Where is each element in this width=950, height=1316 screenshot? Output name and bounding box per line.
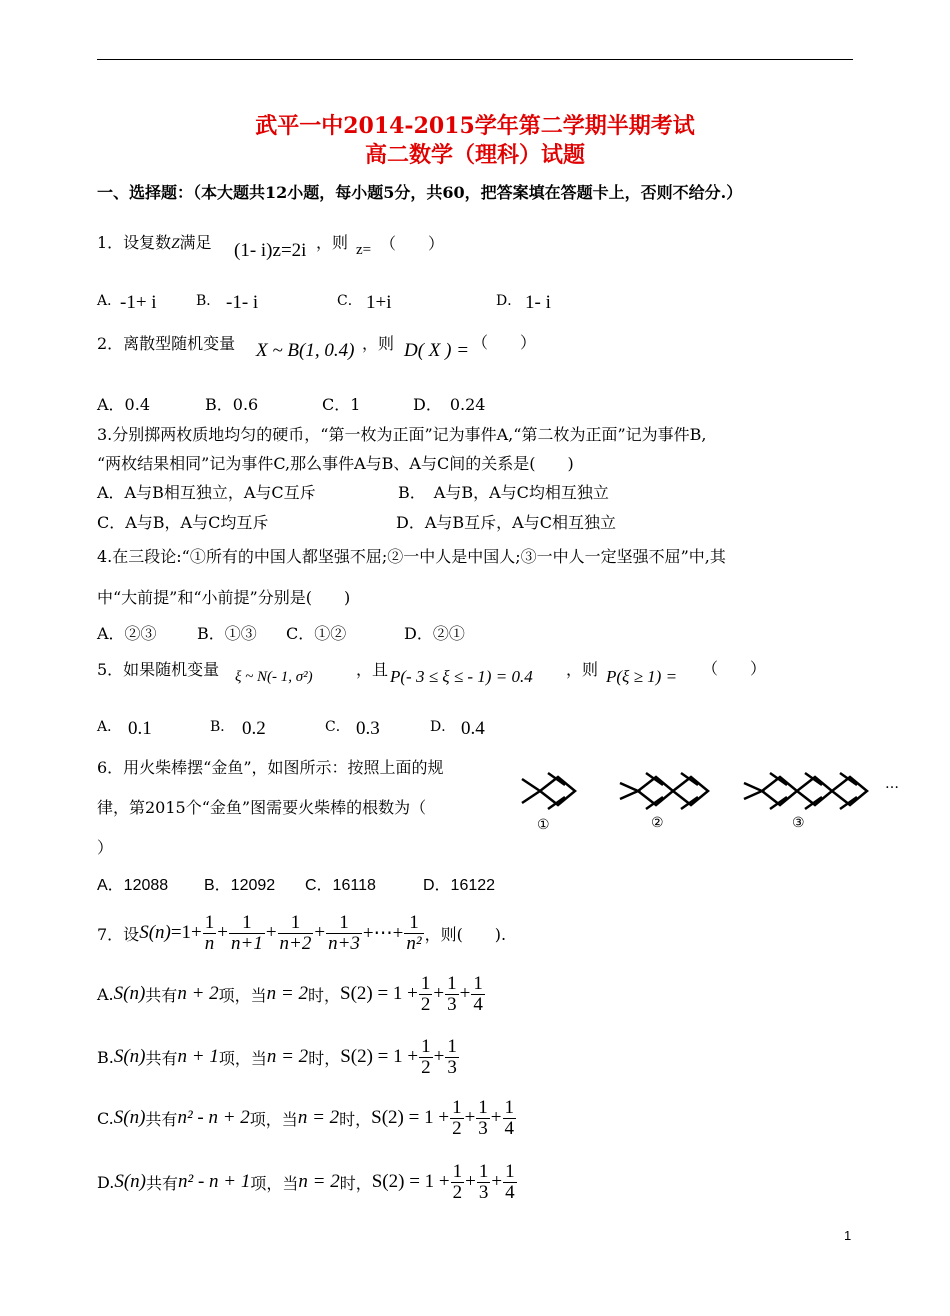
- q4-line-1: 4.在三段论:“①所有的中国人都坚强不屈;②一中人是中国人;③一中人一定坚强不屈”中,其: [97, 547, 726, 566]
- q7-option-count: n + 2: [177, 983, 219, 1004]
- q7-option-cond: n = 2: [266, 983, 308, 1004]
- q7-option-sn: S(n): [113, 1046, 146, 1067]
- q7-term-last: $\frac{1}{\text{n²}}$: [406, 911, 422, 954]
- q3-option-c: C．A与B，A与C均互斥: [97, 513, 269, 532]
- q2-paren: （ ）: [472, 333, 537, 352]
- q3-option-b: B． A与B，A与C均相互独立: [398, 483, 609, 502]
- q1-stem-c: ，则: [316, 233, 349, 252]
- q7-option-when: 时，: [339, 1109, 372, 1129]
- fig-label-1: ①: [537, 817, 550, 833]
- q7-option-tail: 项，当: [249, 1109, 298, 1129]
- q7-option-when: 时，: [307, 985, 340, 1005]
- q5-cond: P(- 3 ≤ ξ ≤ - 1) = 0.4: [390, 667, 533, 686]
- q4-line-2: 中“大前提”和“小前提”分别是( ): [97, 588, 351, 607]
- q5-paren: （ ）: [702, 659, 767, 678]
- q7-plus: +: [464, 1107, 476, 1128]
- q7-option-frac: $\frac{1}{2}$: [420, 972, 431, 1015]
- q6-line-3: ）: [97, 838, 114, 857]
- q1-condition: (1- i)z=2i: [234, 240, 307, 261]
- q4-option-b: B．①③: [197, 624, 257, 643]
- exam-subtitle: 高二数学（理科）试题: [364, 142, 585, 168]
- q3-line-1: 3.分别掷两枚质地均匀的硬币，“第一枚为正面”记为事件A,“第二枚为正面”记为事件B,: [97, 425, 707, 444]
- fig-label-3: ③: [792, 815, 805, 831]
- q3-option-a: A．A与B相互独立，A与C互斥: [97, 483, 316, 502]
- question-7: [97, 905, 506, 961]
- q7-plus: +: [459, 983, 471, 1004]
- q4-option-a: A．②③: [97, 624, 157, 643]
- q7-option-frac: $\frac{1}{4}$: [504, 1096, 514, 1139]
- q5-option-b: 0.2: [242, 718, 266, 739]
- q7-option-frac: $\frac{1}{4}$: [473, 972, 483, 1015]
- q7-option-a-label: A.: [97, 984, 114, 1004]
- q7-option-a: [97, 967, 486, 1021]
- q7-option-d-label: D.: [97, 1172, 115, 1192]
- q7-option-tail: 项，当: [218, 985, 267, 1005]
- q6-line-2: 律，第2015个“金鱼”图需要火柴棒的根数为（: [97, 798, 427, 817]
- q7-plus: +: [433, 983, 445, 1004]
- q7-term-1: $\frac{1}{n}$: [204, 911, 215, 954]
- q7-option-d: [97, 1155, 518, 1209]
- q4-option-c: C．①②: [286, 624, 347, 643]
- section-heading: 一、选择题：（本大题共12小题，每小题5分，共60，把答案填在答题卡上，否则不给分.）: [97, 183, 743, 202]
- q7-option-frac: $\frac{1}{3}$: [447, 1035, 457, 1078]
- q7-option-frac: $\frac{1}{2}$: [452, 1160, 463, 1203]
- q3-line-2: “两枚结果相同”记为事件C,那么事件A与B、A与C间的关系是( ): [97, 454, 574, 473]
- exam-title: 武平一中2014-2015学年第二学期半期考试: [255, 113, 695, 139]
- q7-option-frac: $\frac{1}{3}$: [478, 1096, 488, 1139]
- q2-stem-b: ，则: [362, 334, 395, 353]
- q7-option-cond: n = 2: [297, 1107, 340, 1128]
- q7-option-c: [97, 1091, 517, 1145]
- q7-option-has: 共有: [146, 1173, 179, 1193]
- q7-option-frac: $\frac{1}{2}$: [452, 1096, 462, 1139]
- q1-ask: z=: [356, 242, 372, 258]
- fig-label-2: ②: [651, 815, 664, 831]
- q7-option-b-label: B.: [97, 1047, 114, 1067]
- q7-option-when: 时，: [308, 1048, 341, 1068]
- q7-option-b: [97, 1030, 460, 1084]
- q7-option-count: n + 1: [177, 1046, 219, 1067]
- q7-option-count: n² - n + 2: [177, 1107, 250, 1128]
- q7-option-sn: S(n): [114, 1171, 146, 1192]
- q1-option-d-label: D．: [496, 293, 522, 309]
- q7-option-frac: $\frac{1}{3}$: [478, 1160, 489, 1203]
- goldfish-figure: [518, 765, 898, 835]
- q5-ask: P(ξ ≥ 1) =: [606, 667, 678, 686]
- q7-term-4: $\frac{1}{n+3}$: [328, 911, 360, 954]
- q5-stem: 5．如果随机变量: [97, 660, 220, 679]
- q2-ask: D( X ) =: [404, 340, 470, 361]
- q2-option-c: C．1: [322, 395, 361, 414]
- q5-option-c-label: C．: [325, 719, 350, 735]
- q7-option-frac: $\frac{1}{3}$: [447, 972, 457, 1015]
- q7-option-c-label: C.: [97, 1108, 114, 1128]
- goldfish-2: [620, 773, 708, 809]
- q6-line-1: 6．用火柴棒摆“金鱼”，如图所示：按照上面的规: [97, 758, 444, 777]
- q7-dots: +⋯+: [362, 922, 404, 944]
- q5-stem-b: ，且: [356, 660, 389, 679]
- q7-option-s2: S(2) = 1 +: [340, 983, 418, 1004]
- q1-option-b: -1- i: [226, 292, 259, 313]
- goldfish-3: [744, 773, 867, 809]
- q7-option-count: n² - n + 1: [178, 1171, 251, 1192]
- goldfish-1: [522, 773, 575, 809]
- q5-stem-c: ，则: [566, 660, 599, 679]
- q5-option-c: 0.3: [356, 718, 380, 739]
- question-1: [97, 230, 212, 253]
- fig-ellipsis: …: [885, 776, 899, 792]
- q2-option-d: D． 0.24: [413, 395, 486, 414]
- q7-term-3: $\frac{1}{n+2}$: [279, 911, 312, 954]
- q2-dist: X ~ B(1, 0.4): [256, 340, 355, 361]
- q7-plus: +: [490, 1107, 502, 1128]
- q2-option-b: B．0.6: [205, 395, 259, 414]
- q7-sn: S(n): [139, 922, 171, 943]
- q7-option-has: 共有: [145, 1109, 178, 1129]
- q5-option-d-label: D．: [430, 719, 456, 735]
- q1-option-b-label: B．: [196, 293, 221, 309]
- q1-option-c-label: C．: [337, 293, 362, 309]
- q7-option-frac: $\frac{1}{4}$: [505, 1160, 515, 1203]
- q1-var: Z: [171, 236, 180, 252]
- q1-option-d: 1- i: [525, 292, 551, 313]
- q7-plus: +: [217, 922, 228, 943]
- q7-option-s2: S(2) = 1 +: [340, 1046, 419, 1067]
- q4-option-d: D．②①: [404, 624, 465, 643]
- q7-option-tail: 项，当: [218, 1048, 267, 1068]
- q1-option-c: 1+i: [366, 292, 392, 313]
- q7-plus: +: [265, 922, 277, 943]
- q1-option-a: -1+ i: [120, 292, 157, 313]
- header-rule: [97, 59, 853, 60]
- q7-option-frac: $\frac{1}{2}$: [421, 1035, 431, 1078]
- q5-option-b-label: B．: [210, 719, 235, 735]
- q6-option-a: A．12088: [97, 877, 169, 894]
- q7-option-cond: n = 2: [298, 1171, 340, 1192]
- q6-option-c: C．16118: [305, 877, 376, 894]
- page-number: 1: [844, 1228, 852, 1243]
- q7-option-s2: S(2) = 1 +: [371, 1107, 450, 1128]
- q7-stem: 7．设: [97, 924, 140, 944]
- q7-option-sn: S(n): [113, 1107, 146, 1128]
- q7-option-s2: S(2) = 1 +: [371, 1171, 450, 1192]
- q6-option-b: B．12092: [204, 877, 276, 894]
- q2-option-a: A．0.4: [97, 395, 151, 414]
- q5-option-d: 0.4: [461, 718, 485, 739]
- q7-plus: +: [433, 1046, 445, 1067]
- q6-option-d: D．16122: [423, 877, 496, 894]
- q7-plus: +: [465, 1171, 476, 1192]
- q7-option-has: 共有: [145, 1048, 178, 1068]
- q7-eq: =1+: [170, 922, 202, 943]
- q7-option-when: 时，: [339, 1173, 372, 1193]
- q7-term-2: $\frac{1}{n+1}$: [231, 911, 263, 954]
- q2-stem: 2．离散型随机变量: [97, 334, 236, 353]
- q1-paren: （ ）: [380, 234, 445, 253]
- q7-plus: +: [491, 1171, 503, 1192]
- q7-option-has: 共有: [145, 985, 178, 1005]
- q5-option-a: 0.1: [128, 718, 152, 739]
- q7-option-tail: 项，当: [250, 1173, 299, 1193]
- q7-stem-b: ，则( ).: [424, 924, 507, 944]
- q7-option-cond: n = 2: [266, 1046, 309, 1067]
- q1-option-a-label: A．: [97, 293, 122, 309]
- q1-stem-b: 满足: [179, 233, 212, 252]
- q7-option-sn: S(n): [113, 983, 146, 1004]
- q5-option-a-label: A．: [97, 719, 122, 735]
- q5-dist: ξ ~ N(- 1, σ²): [235, 669, 313, 685]
- q7-plus: +: [314, 922, 326, 943]
- q3-option-d: D．A与B互斥，A与C相互独立: [396, 513, 616, 532]
- q1-stem: 1．设复数: [97, 233, 172, 252]
